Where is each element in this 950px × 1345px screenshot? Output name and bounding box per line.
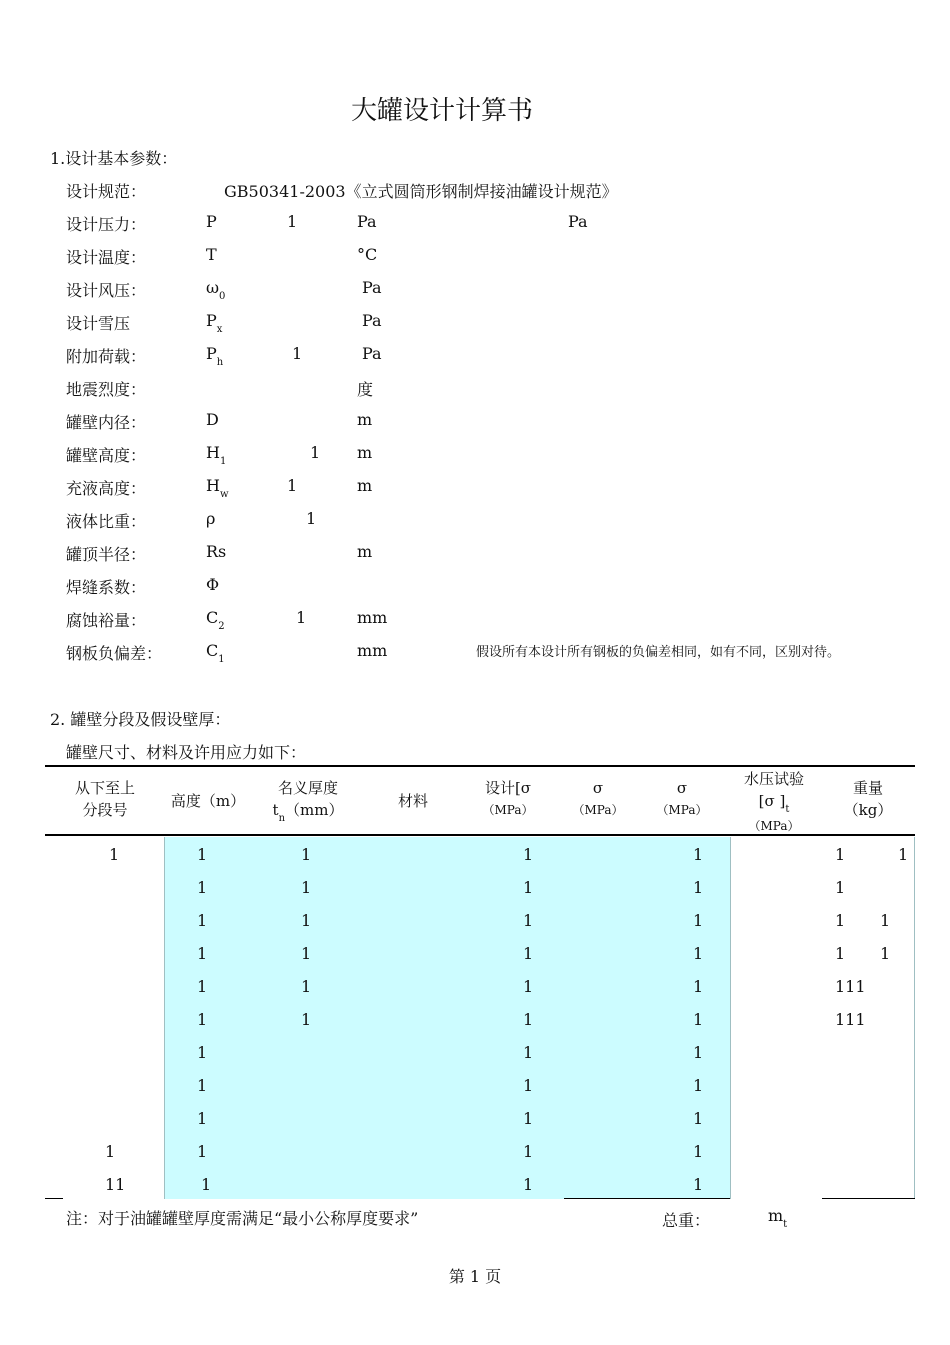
column-header-line2-text: t	[272, 801, 279, 819]
param-symbol	[206, 245, 217, 264]
section2-subheading: 罐壁尺寸、材料及许用应力如下：	[66, 743, 307, 762]
column-header-line3: （mm）	[285, 801, 344, 819]
param-label: 设计规范：	[66, 182, 147, 201]
shade-left-edge	[164, 837, 165, 1199]
design-stress-cell[interactable]: 1	[523, 1109, 534, 1128]
table-right-edge	[914, 837, 915, 1199]
column-header-line1: 名义厚度	[277, 779, 338, 797]
design-stress-cell[interactable]: 1	[523, 1043, 534, 1062]
design-stress-cell[interactable]: 1	[523, 845, 534, 864]
column-header	[158, 790, 258, 812]
param-unit: m	[357, 542, 373, 561]
param-label: 罐顶半径：	[66, 545, 147, 564]
column-header-line1: 从下至上	[74, 779, 135, 797]
page-title: 大罐设计计算书	[350, 96, 533, 126]
column-header-line1: σ	[676, 779, 688, 797]
column-header	[818, 777, 918, 821]
param-symbol	[206, 311, 223, 335]
param-symbol-text: D	[206, 410, 219, 429]
param-symbol	[206, 278, 226, 302]
stress-cell[interactable]: 1	[693, 911, 704, 930]
param-label: 罐壁高度：	[66, 446, 147, 465]
param-unit: Pa	[357, 212, 377, 231]
design-stress-cell[interactable]: 1	[523, 878, 534, 897]
param-unit: Pa	[362, 344, 382, 363]
height-cell[interactable]: 1	[197, 911, 208, 930]
param-symbol-text: ρ	[206, 509, 216, 528]
param-note: 假设所有本设计所有钢板的负偏差相同，如有不同，区别对待。	[476, 645, 841, 660]
param-symbol-sub: x	[216, 324, 223, 335]
param-label: 罐壁内径：	[66, 413, 147, 432]
param-symbol	[206, 509, 215, 528]
param-symbol-sub: h	[216, 357, 224, 368]
stress-cell[interactable]: 1	[693, 1010, 704, 1029]
param-label: 设计雪压	[66, 314, 131, 333]
param-symbol-text: P	[206, 311, 217, 330]
design-stress-cell[interactable]: 1	[523, 1076, 534, 1095]
table-top-rule	[45, 765, 915, 767]
param-symbol	[206, 575, 219, 594]
column-header-line2	[55, 799, 155, 821]
param-value: 1	[287, 476, 298, 495]
thickness-note: 注：对于油罐罐壁厚度需满足“最小公称厚度要求”	[66, 1209, 419, 1228]
weight-extra-cell[interactable]: 1	[898, 845, 909, 864]
column-header-line2-text: （MPa）	[482, 803, 534, 817]
param-value: 1	[296, 608, 307, 627]
param-symbol-sub: 1	[219, 456, 227, 467]
column-header-line1: 材料	[397, 792, 428, 810]
param-unit: mm	[357, 608, 388, 627]
column-header-line2-text: （MPa）	[656, 803, 708, 817]
column-header-line1: 重量	[852, 779, 883, 797]
height-cell[interactable]: 1	[197, 1043, 208, 1062]
weight-cell[interactable]: 1	[835, 944, 846, 963]
stress-cell[interactable]: 1	[693, 845, 704, 864]
param-symbol-text: Φ	[206, 575, 220, 594]
column-header	[363, 790, 463, 812]
stress-cell[interactable]: 1	[693, 1043, 704, 1062]
param-symbol-text: C	[206, 641, 219, 660]
segment-cell[interactable]: 1	[109, 845, 120, 864]
stress-cell[interactable]: 1	[693, 1175, 704, 1194]
param-symbol-text: P	[206, 212, 217, 231]
design-code: GB50341-2003《立式圆筒形钢制焊接油罐设计规范》	[224, 182, 618, 201]
height-cell[interactable]: 1	[197, 977, 208, 996]
stress-cell[interactable]: 1	[693, 878, 704, 897]
height-cell[interactable]: 1	[197, 878, 208, 897]
column-header	[258, 777, 358, 824]
stress-cell[interactable]: 1	[693, 1076, 704, 1095]
shade-right-edge	[730, 837, 731, 1199]
param-label: 充液高度：	[66, 479, 147, 498]
param-symbol	[206, 344, 224, 368]
param-label: 附加荷载：	[66, 347, 147, 366]
param-unit: Pa	[362, 278, 382, 297]
column-header-line2	[632, 799, 732, 821]
height-cell[interactable]: 1	[197, 944, 208, 963]
param-label: 液体比重：	[66, 512, 147, 531]
column-header	[724, 768, 824, 837]
column-header-line3: （MPa）	[748, 819, 800, 833]
page-number: 第 1 页	[448, 1267, 502, 1286]
param-symbol	[206, 608, 225, 632]
design-stress-cell[interactable]: 1	[523, 944, 534, 963]
thickness-cell[interactable]: 1	[301, 1010, 312, 1029]
param-label: 腐蚀裕量：	[66, 611, 147, 630]
input-shaded-area	[164, 837, 730, 1199]
weight-cell[interactable]: 1	[835, 845, 846, 864]
bottom-rule-2	[564, 1198, 730, 1199]
param-symbol-sub: 2	[218, 621, 225, 632]
section1-heading: 1.设计基本参数：	[50, 149, 178, 168]
thickness-cell[interactable]: 1	[301, 944, 312, 963]
stress-cell[interactable]: 1	[693, 944, 704, 963]
column-header-line2-text: [σ ]	[758, 792, 786, 810]
param-symbol-text: P	[206, 344, 217, 363]
weight-cell[interactable]: 111	[835, 977, 866, 996]
weight-cell[interactable]: 111	[835, 1010, 866, 1029]
height-cell[interactable]: 1	[197, 845, 208, 864]
param-label: 设计压力：	[66, 215, 147, 234]
column-header-line2	[458, 799, 558, 821]
design-stress-cell[interactable]: 1	[523, 1175, 534, 1194]
thickness-cell[interactable]: 1	[301, 911, 312, 930]
param-label: 设计风压：	[66, 281, 147, 300]
column-header	[55, 777, 155, 821]
column-header-line2-text: （MPa）	[572, 803, 624, 817]
column-header-line2	[724, 790, 824, 815]
section2-heading: 2. 罐壁分段及假设壁厚：	[50, 710, 231, 729]
param-unit: m	[357, 476, 373, 495]
param-symbol	[206, 641, 225, 665]
param-symbol-text: H	[206, 476, 220, 495]
param-symbol	[206, 410, 219, 429]
total-weight-label: 总重：	[662, 1211, 711, 1230]
column-header	[632, 777, 732, 821]
param-symbol	[206, 212, 217, 231]
param-symbol-sub: w	[219, 489, 229, 500]
height-cell[interactable]: 1	[197, 1142, 208, 1161]
thickness-cell[interactable]: 1	[301, 977, 312, 996]
stress-cell[interactable]: 1	[693, 977, 704, 996]
param-value: 1	[292, 344, 303, 363]
column-header-line2	[818, 799, 918, 821]
param-symbol-sub: 1	[218, 654, 225, 665]
column-header-line1: 设计[σ	[484, 779, 532, 797]
param-symbol-text: T	[206, 245, 217, 264]
segment-cell[interactable]: 11	[105, 1175, 126, 1194]
param-value: 1	[310, 443, 321, 462]
segment-cell[interactable]: 1	[105, 1142, 116, 1161]
design-stress-cell[interactable]: 1	[523, 977, 534, 996]
height-cell[interactable]: 1	[201, 1175, 212, 1194]
design-stress-cell[interactable]: 1	[523, 911, 534, 930]
param-label: 设计温度：	[66, 248, 147, 267]
column-header-line2-text: 分段号	[82, 801, 128, 819]
param-unit: m	[357, 443, 373, 462]
param-symbol	[206, 542, 226, 561]
param-unit: Pa	[362, 311, 382, 330]
column-header-sub: t	[785, 804, 790, 815]
height-cell[interactable]: 1	[197, 1076, 208, 1095]
column-header-line1: σ	[592, 779, 604, 797]
param-unit: °C	[357, 245, 378, 264]
weight-extra-cell[interactable]: 1	[880, 944, 891, 963]
height-cell[interactable]: 1	[197, 1010, 208, 1029]
total-weight-unit: $m_t$	[768, 1206, 788, 1230]
param-symbol-sub: 0	[219, 291, 226, 302]
thickness-cell[interactable]: 1	[301, 845, 312, 864]
column-header	[458, 777, 558, 821]
param-unit: mm	[357, 641, 388, 660]
bottom-rule-3	[822, 1198, 915, 1199]
param-value: 1	[287, 212, 298, 231]
param-symbol-text: C	[206, 608, 219, 627]
thickness-cell[interactable]: 1	[301, 878, 312, 897]
weight-cell[interactable]: 1	[835, 911, 846, 930]
height-cell[interactable]: 1	[197, 1109, 208, 1128]
param-label: 焊缝系数：	[66, 578, 147, 597]
weight-cell[interactable]: 1	[835, 878, 846, 897]
param-symbol	[206, 476, 229, 500]
param-symbol	[206, 443, 227, 467]
column-header-line1: 高度（m）	[170, 792, 246, 810]
param-extra-unit: Pa	[568, 212, 588, 231]
column-header-line2	[258, 799, 358, 824]
column-header-line2-text: （kg）	[843, 801, 893, 819]
weight-extra-cell[interactable]: 1	[880, 911, 891, 930]
stress-cell[interactable]: 1	[693, 1142, 704, 1161]
stress-cell[interactable]: 1	[693, 1109, 704, 1128]
param-label: 地震烈度：	[66, 380, 147, 399]
param-label: 钢板负偏差：	[66, 644, 163, 663]
bottom-rule-1	[45, 1198, 63, 1199]
param-unit: m	[357, 410, 373, 429]
design-stress-cell[interactable]: 1	[523, 1142, 534, 1161]
param-symbol-text: ω	[206, 278, 220, 297]
column-header-sub: n	[278, 813, 286, 824]
param-unit: 度	[357, 380, 374, 399]
param-symbol-text: H	[206, 443, 220, 462]
column-header-line1: 水压试验	[743, 770, 804, 788]
param-symbol-text: Rs	[206, 542, 227, 561]
design-stress-cell[interactable]: 1	[523, 1010, 534, 1029]
param-value: 1	[306, 509, 317, 528]
